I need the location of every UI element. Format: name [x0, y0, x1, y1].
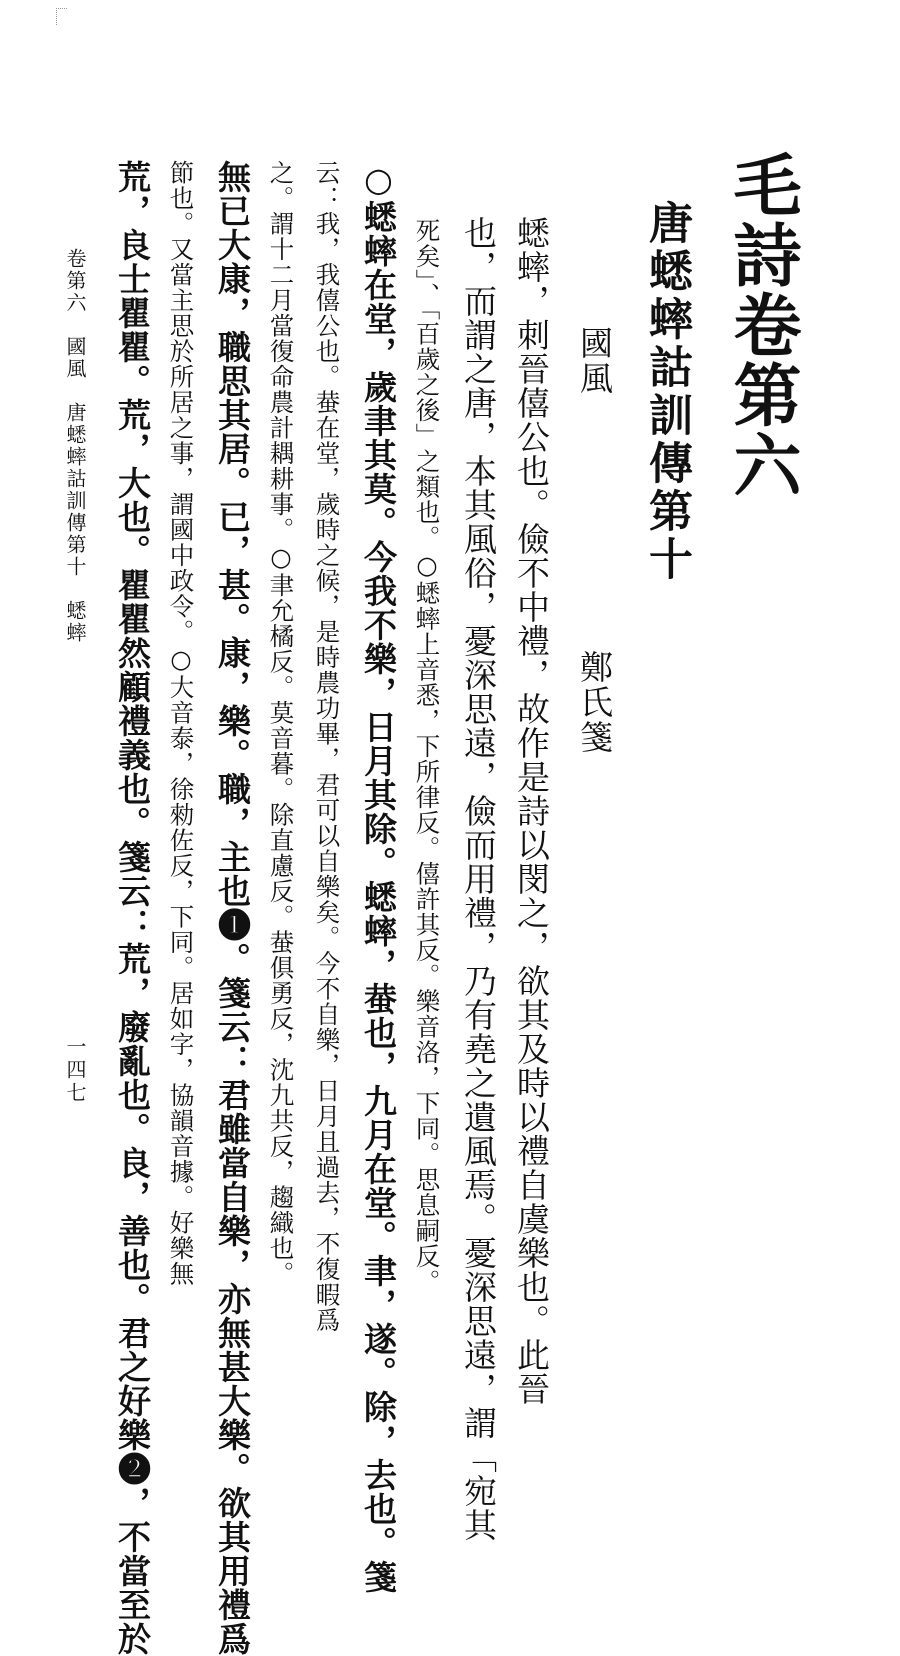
text-column-4: ○蟋蟀在堂，歲聿其莫。今我不樂，日月其除。蟋蟀，蛬也，九月在堂。聿，遂。除，去也。箋	[359, 160, 398, 1594]
text-column-6: 之。謂十二月當復命農計耦耕事。○聿允橘反。莫音暮。除直慮反。蛬俱勇反，沈九共反，趨織也。	[266, 160, 296, 1287]
text-column-7: 無已大康，職思其居。已，甚。康，樂。職，主也❶。箋云：君雖當自樂，亦無甚大樂。欲其用禮爲	[213, 160, 252, 1656]
section-label: 國風	[575, 326, 614, 396]
text-column-2: 也，而謂之唐，本其風俗，憂深思遠，儉而用禮，乃有堯之遺風焉。憂深思遠，謂「宛其	[459, 216, 498, 1542]
text-column-5: 云：我，我僖公也。蛬在堂，歲時之候，是時農功畢，君可以自樂矣。今不自樂，日月且過去，不復暇爲	[312, 160, 342, 1333]
book-title: 毛詩卷第六	[722, 150, 802, 500]
scan-corner-mark	[56, 8, 67, 25]
running-title: 卷第六 國風 唐蟋蟀詁訓傳第十 蟋蟀	[63, 248, 87, 644]
text-column-3: 死矣」、「百歲之後」之類也。○蟋蟀上音悉，下所律反。僖許其反。樂音洛，下同。思息嗣反。	[412, 218, 442, 1295]
page-number: 一四七	[63, 1036, 87, 1105]
annotator-label: 鄭氏箋	[575, 650, 614, 755]
text-column-8: 節也。又當主思於所居之事，謂國中政令。○大音泰，徐勑佐反，下同。居如字，協韻音據。好樂無	[166, 160, 196, 1287]
chapter-title: 唐蟋蟀詁訓傳第十	[641, 200, 692, 584]
text-column-9: 荒，良士瞿瞿。荒，大也。瞿瞿然顧禮義也。箋云：荒，廢亂也。良，善也。君之好樂❷，不當至於	[113, 160, 152, 1656]
text-column-1: 蟋蟀，刺晉僖公也。儉不中禮，故作是詩以閔之，欲其及時以禮自虞樂也。此晉	[512, 216, 551, 1406]
